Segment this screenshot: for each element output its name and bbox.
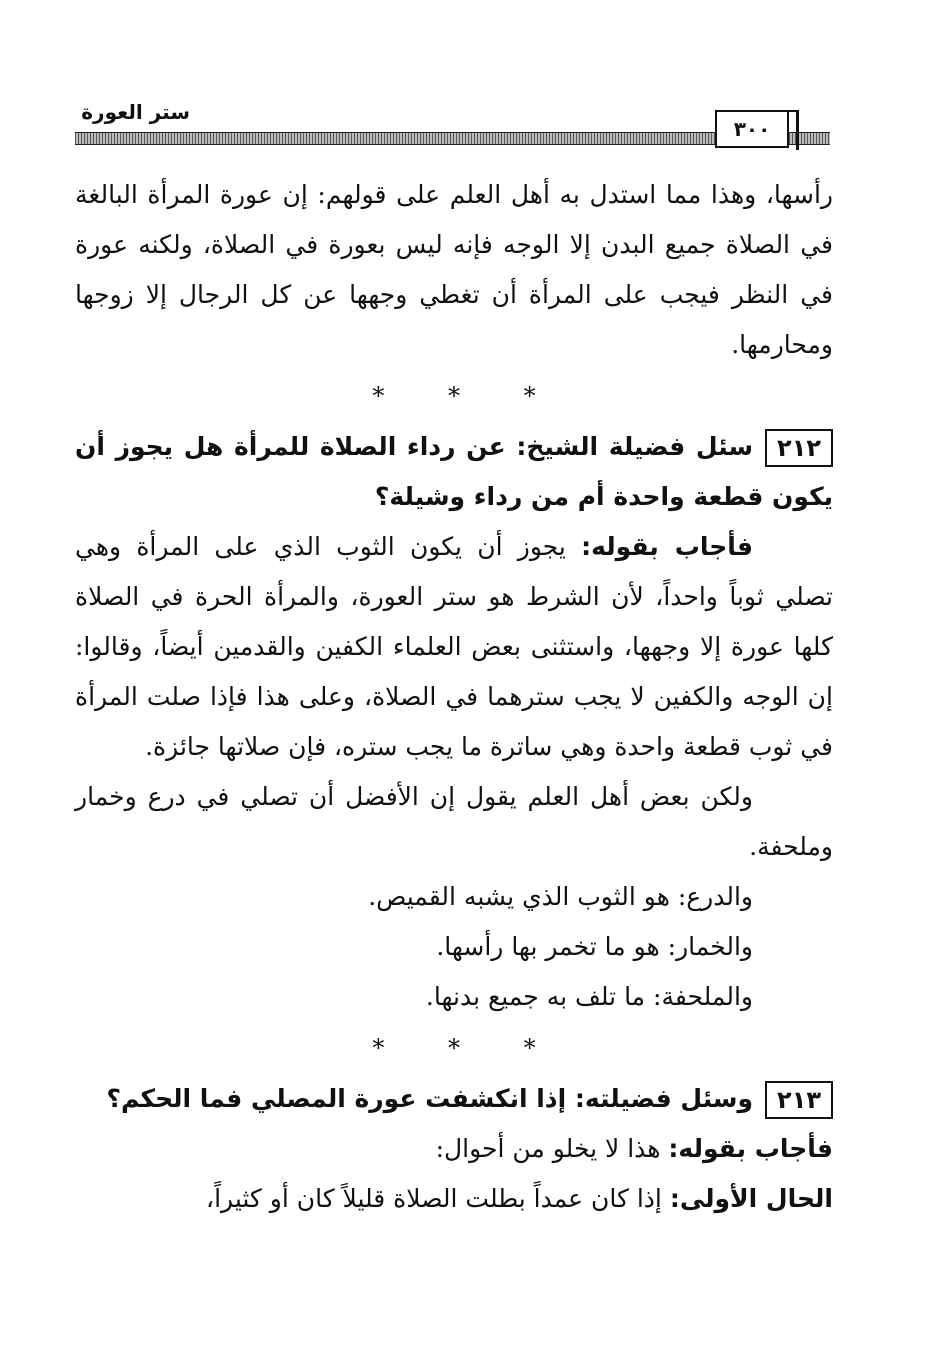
question-text-212: سئل فضيلة الشيخ: عن رداء الصلاة للمرأة هل يجوز أن يكون قطعة واحدة أم من رداء وشيلة؟ [75, 432, 833, 511]
page-header [75, 96, 830, 156]
question-number-213: ٢١٣ [765, 1081, 833, 1119]
definition-milhafa: والملحفة: ما تلف به جميع بدنها. [425, 982, 753, 1011]
question-text-213: وسئل فضيلته: إذا انكشفت عورة المصلي فما الحكم؟ [106, 1084, 754, 1113]
answer-label-212: فأجاب بقوله: [581, 532, 754, 561]
section-separator-2: * * * [372, 1034, 564, 1062]
definition-khimar: والخمار: هو ما تخمر بها رأسها. [436, 932, 753, 961]
section-separator: * * * [372, 382, 564, 410]
answer-text-213: هذا لا يخلو من أحوال: [435, 1134, 661, 1163]
case-1 [75, 1174, 833, 1224]
answer-text-212: يجوز أن يكون الثوب الذي على المرأة وهي تصلي ثوباً واحداً، لأن الشرط هو ستر العورة، والمرأة الحرة في الصلاة كلها عورة إلا وجهها، واستثنى بعض العلماء الكفين والقدمين أيضاً، وقالوا: إن الوجه والكفين لا يجب سترهما في الصلاة، وعلى هذا فإذا صلت المرأة في ثوب قطعة واحدة وهي ساترة ما يجب ستره، فإن صلاتها جائزة. [75, 532, 833, 761]
answer-213 [75, 1124, 833, 1174]
case-1-label: الحال الأولى: [669, 1184, 833, 1213]
page-body [75, 170, 833, 1224]
running-title: ستر العورة [81, 100, 190, 124]
answer-212 [75, 522, 833, 772]
question-213 [75, 1074, 833, 1124]
page-number: ٣٠٠ [715, 110, 789, 148]
question-number-212: ٢١٢ [765, 429, 833, 467]
answer-label-213: فأجاب بقوله: [668, 1134, 833, 1163]
definition-dir: والدرع: هو الثوب الذي يشبه القميص. [368, 882, 753, 911]
case-1-text: إذا كان عمداً بطلت الصلاة قليلاً كان أو كثيراً، [206, 1184, 662, 1213]
question-212 [75, 422, 833, 522]
answer-212-continued: ولكن بعض أهل العلم يقول إن الأفضل أن تصلي في درع وخمار وملحفة. [75, 782, 833, 861]
definitions-list [75, 872, 833, 1022]
paragraph-intro: رأسها، وهذا مما استدل به أهل العلم على قولهم: إن عورة المرأة البالغة في الصلاة جميع البدن إلا الوجه فإنه ليس بعورة في الصلاة، ولكنه عورة في النظر فيجب على المرأة أن تغطي وجهها عن كل الرجال إلا زوجها ومحارمها. [75, 180, 833, 359]
